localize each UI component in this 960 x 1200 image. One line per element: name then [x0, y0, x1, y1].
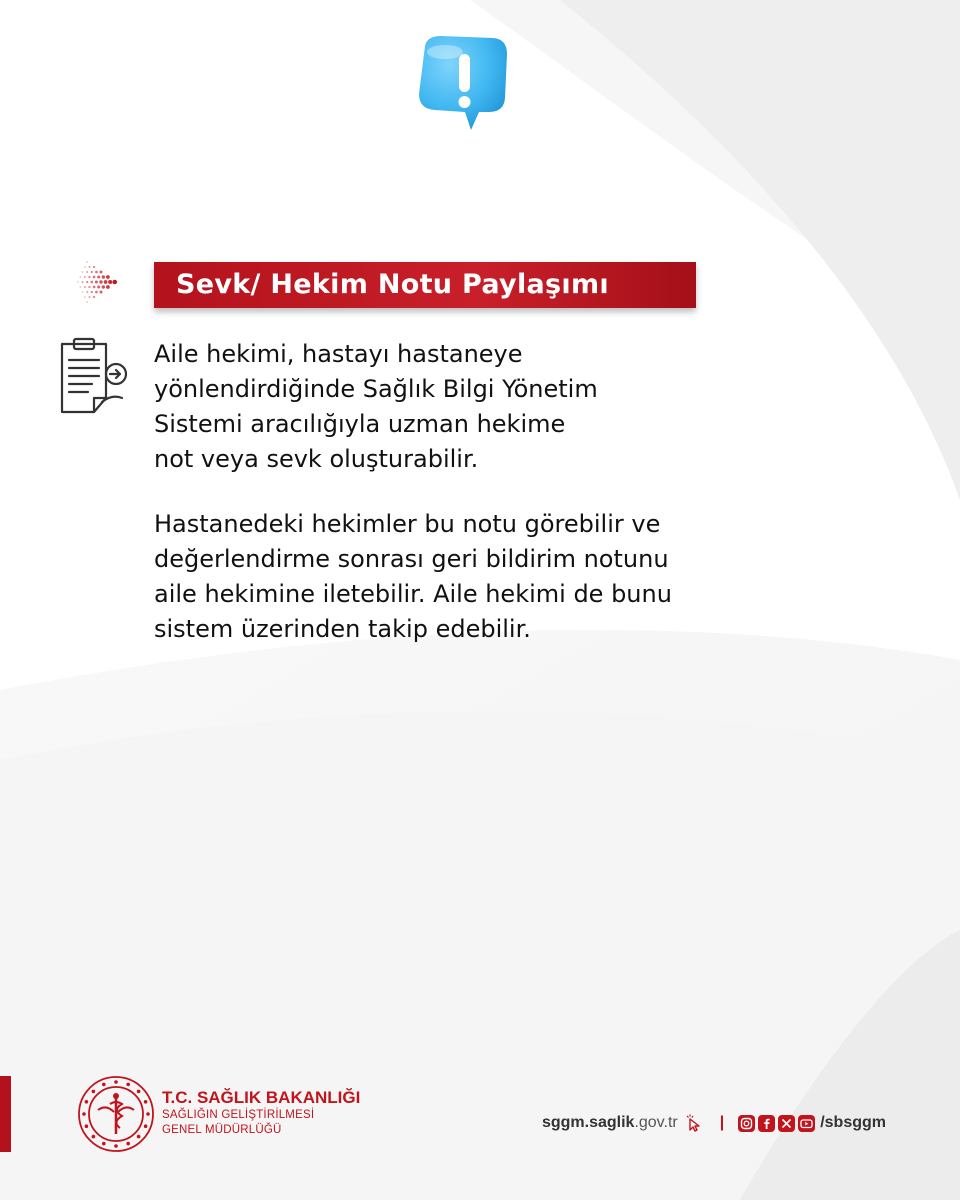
organization-name	[162, 1088, 360, 1138]
clipboard-document-share-icon	[54, 336, 134, 420]
section-title: Sevk/ Hekim Notu Paylaşımı	[176, 269, 609, 300]
paragraph-1-line: not veya sevk oluşturabilir.	[154, 445, 479, 473]
facebook-icon[interactable]	[758, 1115, 775, 1132]
paragraph-2-line: değerlendirme sonrası geri bildirim notunu	[154, 545, 669, 573]
paragraph-1	[154, 337, 734, 477]
footer-separator: |	[719, 1114, 725, 1131]
exclamation-speech-bubble-icon	[405, 28, 515, 138]
chevron-right-dotted-icon	[74, 258, 122, 306]
website-domain-bold: sggm.saglik	[541, 1114, 635, 1131]
paragraph-2-line: sistem üzerinden takip edebilir.	[154, 615, 531, 643]
website-link[interactable]	[542, 1114, 678, 1132]
paragraph-2-line: Hastanedeki hekimler bu notu görebilir ve	[154, 510, 661, 538]
instagram-icon[interactable]	[738, 1115, 755, 1132]
paragraph-2	[154, 507, 854, 647]
social-handle: /sbsggm	[820, 1114, 886, 1131]
paragraph-2-line: aile hekimine iletebilir. Aile hekimi de bunu	[154, 580, 672, 608]
x-icon[interactable]	[778, 1115, 795, 1132]
youtube-icon[interactable]	[798, 1115, 815, 1132]
footer-links	[542, 1114, 886, 1132]
website-domain-rest: .gov.tr	[634, 1114, 678, 1131]
footer-accent-strip	[0, 1076, 11, 1152]
section-title-bar	[154, 262, 696, 308]
paragraph-1-line: yönlendirdiğinde Sağlık Bilgi Yönetim	[154, 375, 598, 403]
ministry-emblem-icon	[76, 1074, 156, 1154]
org-line-2: SAĞLIĞIN GELİŞTİRİLMESİ	[162, 1109, 315, 1121]
paragraph-1-line: Sistemi aracılığıyla uzman hekime	[154, 410, 566, 438]
cursor-click-icon	[684, 1114, 702, 1132]
paragraph-1-line: Aile hekimi, hastayı hastaneye	[154, 340, 523, 368]
org-line-1: T.C. SAĞLIK BAKANLIĞI	[162, 1088, 361, 1107]
org-line-3: GENEL MÜDÜRLÜĞÜ	[162, 1124, 282, 1136]
